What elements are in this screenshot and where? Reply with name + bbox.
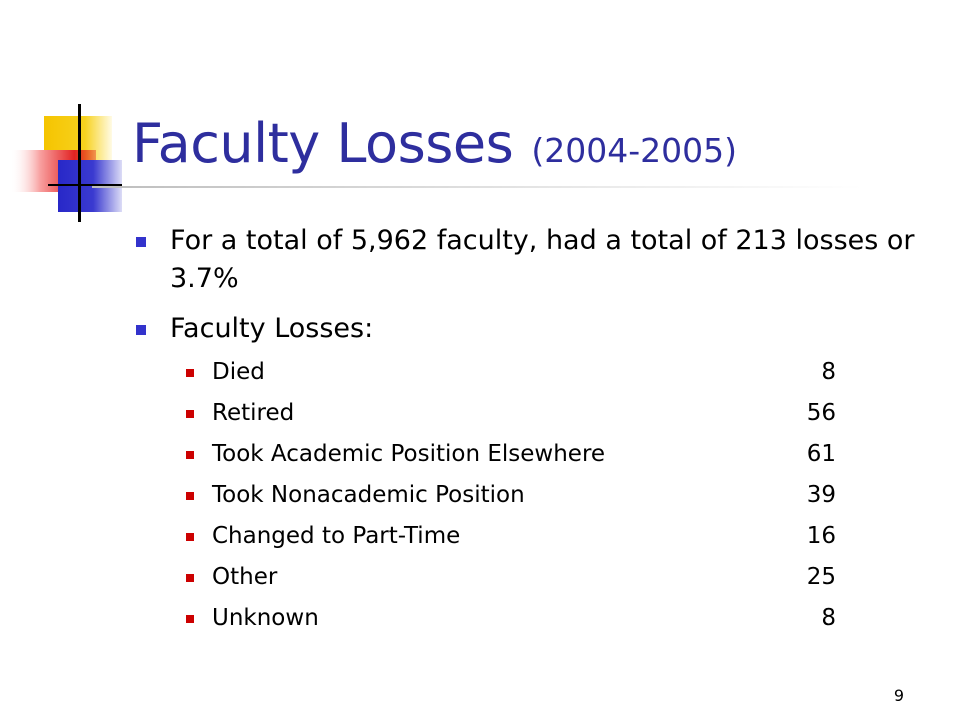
sub-bullet-square-icon — [186, 574, 194, 582]
loss-count: 25 — [806, 564, 836, 590]
title-years: (2004-2005) — [531, 131, 738, 170]
bullet-text: For a total of 5,962 faculty, had a total of 213 losses or 3.7% — [170, 225, 915, 294]
loss-label: Changed to Part-Time — [212, 523, 461, 549]
sub-bullet-square-icon — [186, 615, 194, 623]
loss-label: Took Academic Position Elsewhere — [212, 441, 606, 467]
bullet-total-losses — [130, 222, 930, 298]
deco-vertical-line — [78, 104, 81, 222]
loss-count: 8 — [821, 359, 836, 385]
sub-bullet-square-icon — [186, 410, 194, 418]
loss-label: Died — [212, 359, 265, 385]
bullet-square-icon — [136, 325, 146, 335]
bullet-faculty-losses-heading — [130, 310, 930, 348]
main-bullet-list — [130, 222, 930, 348]
sub-bullet-square-icon — [186, 369, 194, 377]
loss-label: Retired — [212, 400, 295, 426]
bullet-square-icon — [136, 237, 146, 247]
loss-label: Unknown — [212, 605, 319, 631]
loss-count: 16 — [806, 523, 836, 549]
slide-title — [132, 112, 737, 175]
loss-label: Took Nonacademic Position — [212, 482, 525, 508]
sub-bullet-square-icon — [186, 492, 194, 500]
loss-count: 56 — [806, 400, 836, 426]
loss-count: 8 — [821, 605, 836, 631]
sub-bullet-square-icon — [186, 533, 194, 541]
loss-label: Other — [212, 564, 278, 590]
loss-count: 39 — [806, 482, 836, 508]
title-main: Faculty Losses — [132, 112, 514, 175]
title-divider — [92, 186, 862, 188]
page-number: 9 — [893, 686, 904, 705]
loss-count: 61 — [806, 441, 836, 467]
sub-bullet-square-icon — [186, 451, 194, 459]
bullet-text: Faculty Losses: — [170, 313, 374, 344]
